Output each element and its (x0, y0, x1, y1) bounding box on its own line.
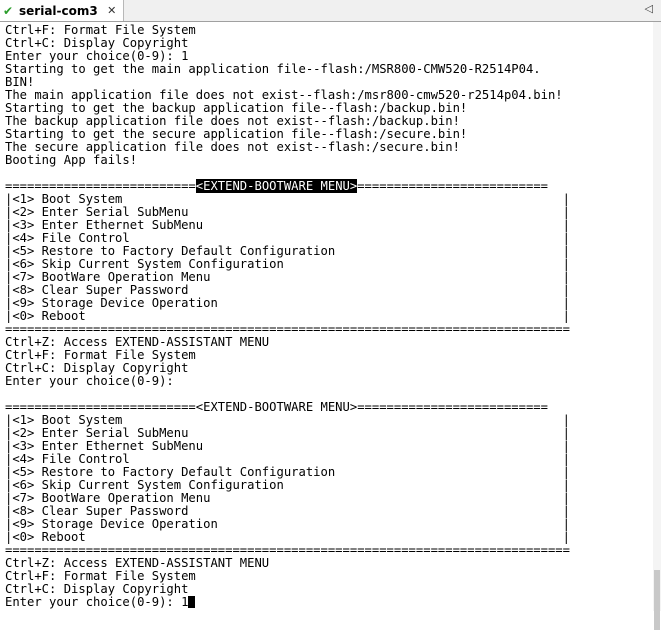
terminal-line: Booting App fails! (5, 153, 138, 167)
terminal-line: |<0> Reboot | (5, 309, 570, 323)
check-icon: ✔ (3, 3, 14, 18)
tab-serial-com3[interactable] (0, 0, 124, 21)
terminal-line: Starting to get the secure application file--flash:/secure.bin! (5, 127, 468, 141)
chevron-left-icon[interactable]: ◁ (644, 2, 653, 15)
terminal-line: ============================================================================= (5, 543, 570, 557)
terminal-line: Ctrl+Z: Access EXTEND-ASSISTANT MENU (5, 335, 270, 349)
terminal-line: Ctrl+C: Display Copyright (5, 582, 189, 596)
terminal-line: |<0> Reboot | (5, 530, 570, 544)
terminal-line: Enter your choice(0-9): (5, 374, 174, 388)
terminal-line: |<4> File Control | (5, 231, 570, 245)
terminal-line: |<9> Storage Device Operation | (5, 517, 570, 531)
tab-bar (0, 0, 661, 22)
terminal-line: |<8> Clear Super Password | (5, 283, 570, 297)
menu-border: ========================== (5, 179, 196, 193)
terminal-line: |<8> Clear Super Password | (5, 504, 570, 518)
terminal-line: |<3> Enter Ethernet SubMenu | (5, 439, 570, 453)
scrollbar-thumb[interactable] (654, 570, 660, 630)
terminal-line: Starting to get the backup application file--flash:/backup.bin! (5, 101, 468, 115)
terminal-line: The secure application file does not exist--flash:/secure.bin! (5, 140, 460, 154)
terminal-line: BIN! (5, 75, 35, 89)
terminal-line: |<7> BootWare Operation Menu | (5, 270, 570, 284)
tab-title: serial-com3 (19, 3, 98, 18)
terminal-line: |<6> Skip Current System Configuration | (5, 257, 570, 271)
terminal-line: Enter your choice(0-9): 1 (5, 49, 189, 63)
terminal-line: |<2> Enter Serial SubMenu | (5, 426, 570, 440)
terminal-line: Ctrl+C: Display Copyright (5, 361, 189, 375)
terminal-line: |<5> Restore to Factory Default Configuration | (5, 465, 570, 479)
terminal-line: |<2> Enter Serial SubMenu | (5, 205, 570, 219)
terminal-line: Starting to get the main application file--flash:/MSR800-CMW520-R2514P04. (5, 62, 541, 76)
terminal-line: |<7> BootWare Operation Menu | (5, 491, 570, 505)
terminal-line: The backup application file does not exist--flash:/backup.bin! (5, 114, 460, 128)
terminal-line: Ctrl+Z: Access EXTEND-ASSISTANT MENU (5, 556, 270, 570)
terminal-line: Ctrl+F: Format File System (5, 24, 196, 37)
terminal-line: |<1> Boot System | (5, 192, 570, 206)
terminal-output[interactable] (5, 24, 645, 611)
terminal-line: |<6> Skip Current System Configuration | (5, 478, 570, 492)
terminal-line: Ctrl+C: Display Copyright (5, 36, 189, 50)
terminal-line: |<4> File Control | (5, 452, 570, 466)
terminal-line: Enter your choice(0-9): 1 (5, 596, 645, 609)
terminal-line: |<3> Enter Ethernet SubMenu | (5, 218, 570, 232)
text-cursor (188, 596, 195, 608)
terminal-line: |<5> Restore to Factory Default Configuration | (5, 244, 570, 258)
menu-border: ========================== (357, 179, 548, 193)
menu-title-highlighted: <EXTEND-BOOTWARE MENU> (195, 179, 358, 193)
terminal-line: ==========================<EXTEND-BOOTWARE MENU>========================== (5, 400, 548, 414)
close-icon[interactable]: ✕ (107, 4, 117, 17)
terminal-line: |<1> Boot System | (5, 413, 570, 427)
terminal-line: Ctrl+F: Format File System (5, 569, 196, 583)
terminal-line: Ctrl+F: Format File System (5, 348, 196, 362)
terminal-line: ============================================================================= (5, 322, 570, 336)
vertical-scrollbar[interactable] (653, 22, 661, 611)
terminal-line: The main application file does not exist--flash:/msr800-cmw520-r2514p04.bin! (5, 88, 563, 102)
terminal-line: |<9> Storage Device Operation | (5, 296, 570, 310)
